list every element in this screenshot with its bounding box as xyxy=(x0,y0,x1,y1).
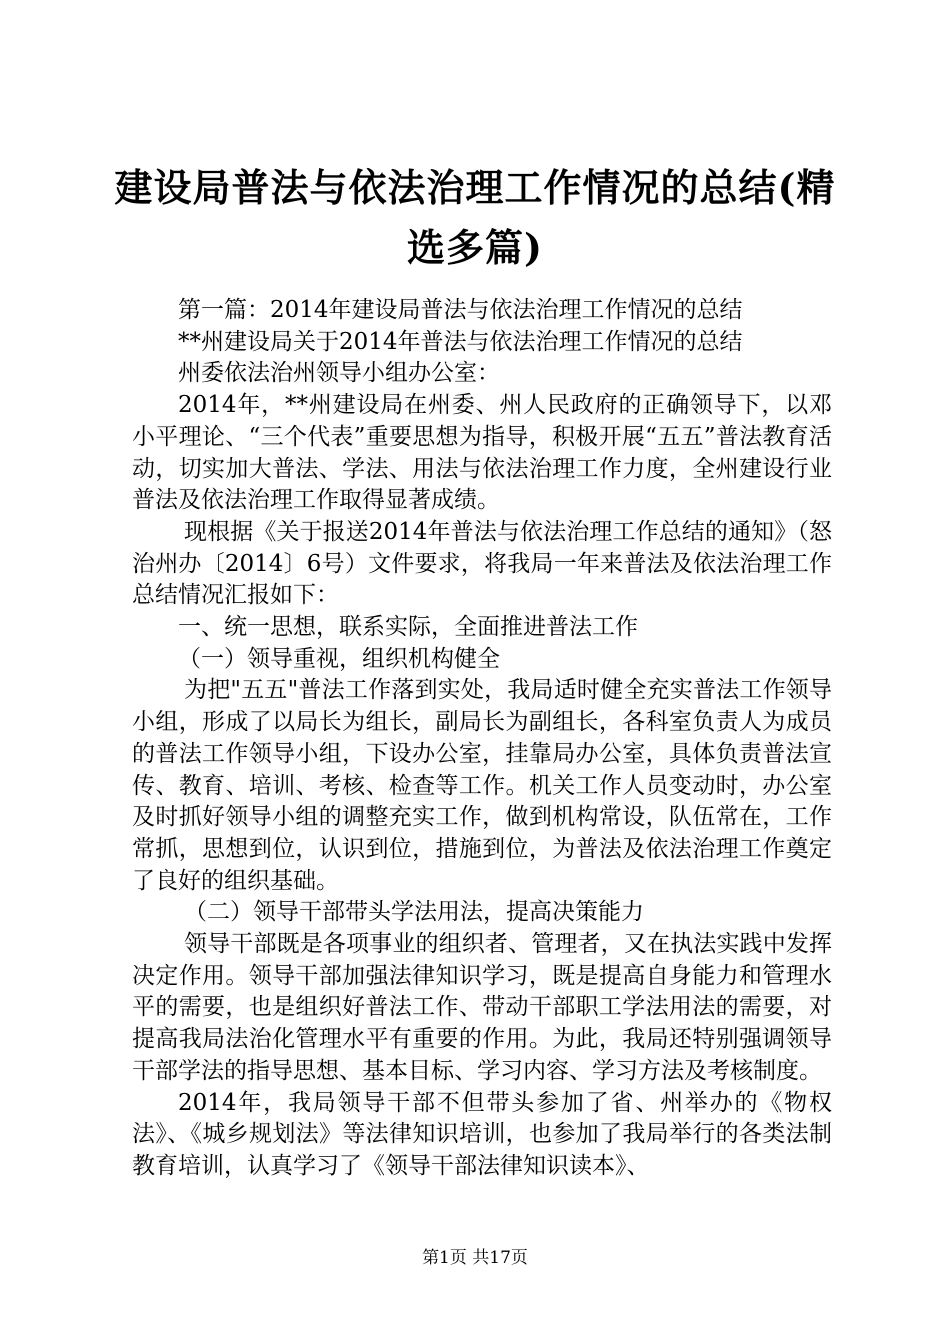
paragraph: 2014年，我局领导干部不但带头参加了省、州举办的《物权法》、《城乡规划法》等法律知识培训，也参加了我局举行的各类法制教育培训，认真学习了《领导干部法律知识读本》、 xyxy=(132,1089,832,1179)
paragraph: 领导干部既是各项事业的组织者、管理者，又在执法实践中发挥决定作用。领导干部加强法律知识学习，既是提高自身能力和管理水平的需要，也是组织好普法工作、带动干部职工学法用法的需要，对提高我局法治化管理水平有重要的作用。为此，我局还特别强调领导干部学法的指导思想、基本目标、学习内容、学习方法及考核制度。 xyxy=(132,931,832,1084)
paragraph: 第一篇：2014年建设局普法与依法治理工作情况的总结 xyxy=(178,297,743,323)
paragraph: 现根据《关于报送2014年普法与依法治理工作总结的通知》（怒治州办〔2014〕6号）文件要求，将我局一年来普法及依法治理工作总结情况汇报如下： xyxy=(132,518,832,609)
paragraph: 一、统一思想，联系实际，全面推进普法工作 xyxy=(178,614,638,641)
paragraph: 2014年，**州建设局在州委、州人民政府的正确领导下，以邓小平理论、“三个代表”重要思想为指导，积极开展“五五”普法教育活动，切实加大普法、学法、用法与依法治理工作力度，全州建设行业普法及依法治理工作取得显著成绩。 xyxy=(132,392,832,514)
paragraph: （一）领导重视，组织机构健全 xyxy=(178,645,500,672)
paragraph: 为把"五五"普法工作落到实处，我局适时健全充实普法工作领导小组，形成了以局长为组长，副局长为副组长，各科室负责人为成员的普法工作领导小组，下设办公室，挂靠局办公室，具体负责普法宣传、教育、培训、考核、检查等工作。机关工作人员变动时，办公室及时抓好领导小组的调整充实工作，做到机构常设，队伍常在，工作常抓，思想到位，认识到位，措施到位，为普法及依法治理工作奠定了良好的组织基础。 xyxy=(132,677,832,894)
paragraph: **州建设局关于2014年普法与依法治理工作情况的总结 xyxy=(178,328,743,355)
paragraph: （二）领导干部带头学法用法，提高决策能力 xyxy=(184,899,644,926)
page-number: 第1页 共17页 xyxy=(422,1248,528,1268)
paragraph: 州委依法治州领导小组办公室： xyxy=(178,360,500,387)
document-body xyxy=(132,295,832,1183)
document-title: 建设局普法与依法治理工作情况的总结(精选多篇) xyxy=(114,165,836,270)
